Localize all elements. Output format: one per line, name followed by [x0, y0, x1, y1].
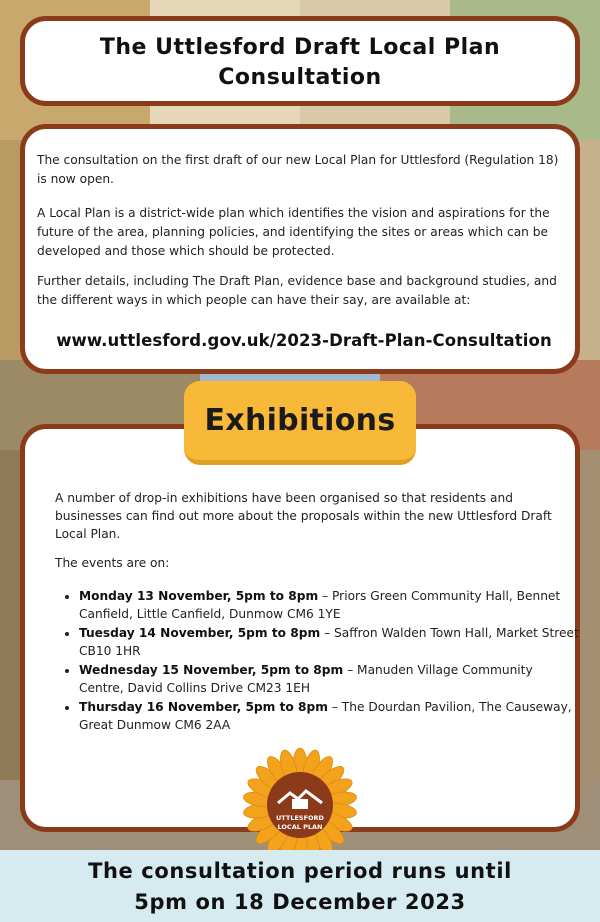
uttlesford-local-plan-logo [240, 745, 360, 865]
footer-banner [0, 850, 600, 922]
logo-text-line-1: UTTLESFORD [276, 814, 324, 822]
exhibitions-heading-badge [184, 381, 416, 465]
intro-panel [20, 124, 580, 374]
page-title [25, 21, 575, 93]
logo-text-line-2: LOCAL PLAN [277, 823, 323, 831]
exhibitions-paragraph: A number of drop-in exhibitions have been organised so that residents and businesses can find out more about the proposals within the new Uttlesford Draft Local Plan. [55, 491, 552, 541]
event-item: • Thursday 16 November, 5pm to 8pm – The Dourdan Pavilion, The Causeway, Great Dunmow CM6 2AA [79, 698, 579, 734]
event-item: • Tuesday 14 November, 5pm to 8pm – Saffron Walden Town Hall, Market Street CB10 1HR [79, 624, 579, 660]
title-line-1: The Uttlesford Draft Local Plan [99, 35, 501, 60]
intro-paragraph-1: The consultation on the first draft of our new Local Plan for Uttlesford (Regulation 18) is now open. [37, 153, 559, 186]
events-list [55, 587, 579, 735]
footer-line-2: 5pm on 18 December 2023 [134, 890, 466, 914]
footer-line-1: The consultation period runs until [88, 859, 512, 883]
intro-paragraph-3: Further details, including The Draft Plan, evidence base and background studies, and the different ways in which people can have their say, are available at: [37, 274, 557, 307]
title-panel [20, 16, 580, 106]
event-item: • Wednesday 15 November, 5pm to 8pm – Manuden Village Community Centre, David Collins Drive CM23 1EH [79, 661, 579, 697]
consultation-url-link[interactable]: www.uttlesford.gov.uk/2023-Draft-Plan-Consultation [56, 331, 552, 350]
event-item: • Monday 13 November, 5pm to 8pm – Priors Green Community Hall, Bennet Canfield, Little Canfield, Dunmow CM6 1YE [79, 587, 579, 623]
house-icon [292, 799, 308, 809]
exhibitions-heading: Exhibitions [204, 403, 396, 438]
title-line-2: Consultation [218, 65, 382, 90]
events-intro: The events are on: [55, 556, 170, 570]
intro-paragraph-2: A Local Plan is a district-wide plan which identifies the vision and aspirations for the future of the area, planning policies, and identifying the sites or areas which can be developed and those which should be protected. [37, 206, 550, 258]
